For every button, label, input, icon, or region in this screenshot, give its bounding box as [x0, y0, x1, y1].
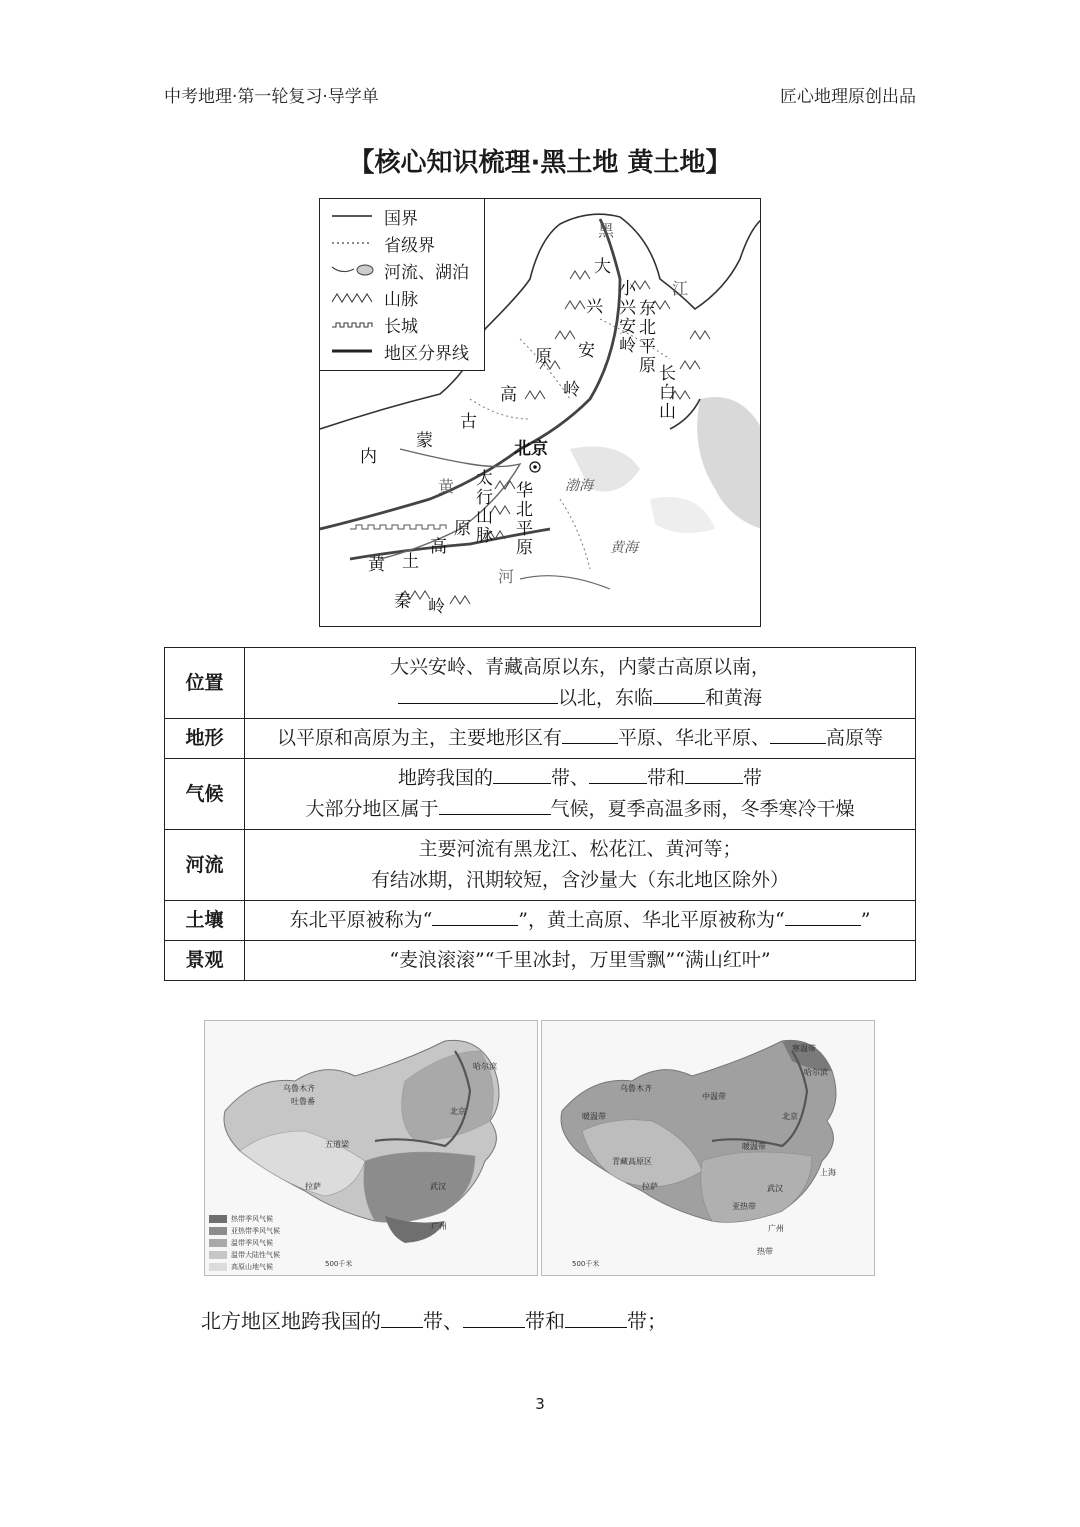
label-he: 河	[498, 567, 515, 586]
zone-label: 中温带	[702, 1092, 726, 1101]
row-text-part: 高原等	[826, 727, 884, 749]
label-xing: 兴	[586, 297, 603, 317]
legend-item	[330, 313, 418, 335]
blank-input[interactable]	[770, 723, 826, 744]
row-content	[245, 719, 916, 759]
row-content	[245, 648, 916, 719]
zone-label: 暖温带	[742, 1142, 766, 1151]
climate-legend-item	[209, 1213, 329, 1225]
scale-label: 500千米	[325, 1260, 353, 1268]
row-text-part: 带、	[550, 767, 589, 789]
zone-label: 热带	[757, 1247, 773, 1256]
north-china-map	[319, 198, 761, 627]
city-label: 哈尔滨	[473, 1062, 497, 1071]
swatch	[209, 1251, 227, 1259]
row-text-part: 平原、华北平原、	[617, 727, 770, 749]
label-taihang: 太行山脉	[472, 469, 492, 545]
row-text	[253, 683, 907, 714]
row-text-part: 带	[743, 767, 763, 789]
swatch	[209, 1215, 227, 1223]
row-head: 地形	[165, 719, 245, 759]
row-text-part: 东北平原被称为“	[289, 909, 433, 931]
question-text: 带和	[525, 1309, 565, 1333]
row-content	[245, 759, 916, 830]
label-gao2: 高	[430, 537, 447, 557]
swatch	[209, 1227, 227, 1235]
row-text-part: 大部分地区属于	[305, 798, 439, 820]
legend-label: 温带季风气候	[231, 1239, 273, 1247]
map-legend	[320, 199, 485, 371]
page-title: 【核心知识梳理·黑土地 黄土地】	[348, 148, 732, 178]
table-row	[165, 759, 916, 830]
temperature-zone-map	[541, 1020, 875, 1276]
climate-type-map	[204, 1020, 538, 1276]
city-label: 乌鲁木齐	[620, 1084, 652, 1093]
label-xiaoxinganling: 小兴安岭	[615, 279, 635, 355]
label-ling: 岭	[563, 380, 580, 400]
row-text-part: 带和	[647, 767, 686, 789]
legend-label: 热带季风气候	[231, 1215, 273, 1223]
label-huabei: 华北平原	[512, 481, 532, 557]
zone-label: 亚热带	[732, 1202, 756, 1211]
label-da: 大	[594, 257, 611, 277]
swatch	[209, 1263, 227, 1271]
row-text-part: 气候，夏季高温多雨，冬季寒冷干燥	[550, 798, 855, 820]
label-huanghai: 黄海	[610, 540, 638, 556]
label-beijing: 北京	[514, 439, 548, 459]
label-changbaishan: 长白山	[655, 364, 675, 421]
row-text-part: 以平原和高原为主，主要地形区有	[276, 727, 562, 749]
row-content: “麦浪滚滚”“千里冰封，万里雪飘”“满山红叶”	[245, 941, 916, 981]
label-gao1: 高	[500, 385, 517, 405]
question-text: 北方地区地跨我国的	[201, 1309, 381, 1333]
label-an: 安	[578, 341, 595, 361]
row-head: 位置	[165, 648, 245, 719]
label-bohai: 渤海	[565, 478, 593, 494]
page-number: 3	[535, 1395, 545, 1413]
row-text	[253, 794, 907, 825]
climate-legend-item	[209, 1225, 329, 1237]
label-huang-river: 黄	[438, 477, 455, 496]
label-ling2: 岭	[428, 597, 445, 617]
label-yuan2: 原	[454, 519, 471, 539]
great-wall-icon	[330, 317, 376, 331]
legend-label: 国界	[384, 208, 418, 229]
blank-input[interactable]	[439, 794, 551, 815]
blank-input[interactable]	[589, 763, 647, 784]
label-yuan1: 原	[535, 347, 552, 367]
header-left: 中考地理·第一轮复习·导学单	[164, 87, 379, 107]
city-label: 广州	[768, 1224, 784, 1233]
blank-input[interactable]	[565, 1307, 627, 1328]
legend-item	[330, 205, 418, 227]
city-label: 乌鲁木齐	[283, 1084, 315, 1093]
blank-input[interactable]	[398, 683, 558, 704]
legend-item	[330, 259, 469, 281]
row-content	[245, 830, 916, 901]
blank-input[interactable]	[562, 723, 618, 744]
legend-label: 省级界	[384, 235, 435, 256]
city-label: 拉萨	[305, 1182, 321, 1191]
header-right: 匠心地理原创出品	[780, 87, 916, 107]
river-lake-icon	[330, 263, 376, 277]
zone-label: 暖温带	[582, 1112, 606, 1121]
row-head: 河流	[165, 830, 245, 901]
row-text-part: 和黄海	[705, 687, 763, 709]
climate-legend-item	[209, 1237, 329, 1249]
legend-label: 高原山地气候	[231, 1263, 273, 1271]
row-text	[253, 763, 907, 794]
blank-input[interactable]	[381, 1307, 423, 1328]
swatch	[209, 1239, 227, 1247]
question-text: 带；	[627, 1309, 667, 1333]
label-nei: 内	[360, 447, 377, 467]
temp-map-graphics	[542, 1021, 875, 1276]
row-text: 有结冰期，汛期较短，含沙量大（东北地区除外）	[370, 869, 789, 891]
label-dongbeipingyuan: 东北平原	[635, 299, 655, 375]
label-qin: 秦	[394, 592, 411, 612]
city-label: 武汉	[767, 1184, 783, 1193]
blank-input[interactable]	[685, 763, 743, 784]
blank-input[interactable]	[653, 683, 705, 704]
zone-label: 寒温带	[792, 1044, 816, 1053]
row-text-part: ”	[860, 909, 871, 931]
region-boundary-icon	[330, 344, 376, 358]
row-text: 主要河流有黑龙江、松花江、黄河等；	[418, 838, 742, 860]
climate-legend-item	[209, 1249, 329, 1261]
zone-label: 青藏高原区	[612, 1157, 652, 1166]
row-text: 大兴安岭、青藏高原以东，内蒙古高原以南，	[389, 656, 770, 678]
label-hei: 黑	[598, 221, 615, 240]
table-row	[165, 648, 916, 719]
label-tu: 土	[402, 552, 419, 572]
legend-label: 河流、湖泊	[384, 262, 469, 283]
climate-legend	[209, 1213, 329, 1273]
city-label: 北京	[450, 1107, 466, 1116]
row-text-part: 以北，东临	[557, 687, 653, 709]
blank-input[interactable]	[463, 1307, 525, 1328]
blank-input[interactable]	[785, 905, 861, 926]
city-label: 武汉	[430, 1182, 446, 1191]
scale-label: 500千米	[572, 1260, 600, 1268]
legend-label: 地区分界线	[384, 343, 469, 364]
mountain-range-icon	[330, 290, 376, 304]
row-head: 土壤	[165, 901, 245, 941]
label-gu: 古	[460, 412, 477, 432]
row-text-part: ”，黄土高原、华北平原被称为“	[518, 909, 785, 931]
knowledge-table	[164, 647, 916, 981]
blank-input[interactable]	[432, 905, 518, 926]
table-row	[165, 941, 916, 981]
legend-label: 长城	[384, 316, 418, 337]
legend-label: 山脉	[384, 289, 418, 310]
blank-input[interactable]	[493, 763, 551, 784]
legend-item	[330, 232, 435, 254]
national-border-icon	[330, 209, 376, 223]
climate-legend-item	[209, 1261, 329, 1273]
city-label: 五道梁	[325, 1140, 349, 1149]
table-row	[165, 830, 916, 901]
legend-label: 温带大陆性气候	[231, 1251, 280, 1259]
city-label: 拉萨	[642, 1182, 658, 1191]
city-label: 哈尔滨	[804, 1068, 828, 1077]
city-label: 上海	[820, 1168, 836, 1177]
city-label: 广州	[431, 1222, 447, 1231]
label-jiang: 江	[672, 279, 689, 298]
fill-in-question	[201, 1305, 667, 1334]
city-label: 吐鲁番	[291, 1097, 315, 1106]
table-row	[165, 901, 916, 941]
city-label: 北京	[782, 1112, 798, 1121]
label-huang: 黄	[368, 555, 385, 575]
question-text: 带、	[423, 1309, 463, 1333]
legend-item	[330, 340, 469, 362]
legend-label: 亚热带季风气候	[231, 1227, 280, 1235]
table-row	[165, 719, 916, 759]
row-text-part: 地跨我国的	[397, 767, 493, 789]
row-content	[245, 901, 916, 941]
label-meng: 蒙	[416, 431, 433, 451]
legend-item	[330, 286, 418, 308]
row-head: 景观	[165, 941, 245, 981]
row-head: 气候	[165, 759, 245, 830]
provincial-border-icon	[330, 236, 376, 250]
